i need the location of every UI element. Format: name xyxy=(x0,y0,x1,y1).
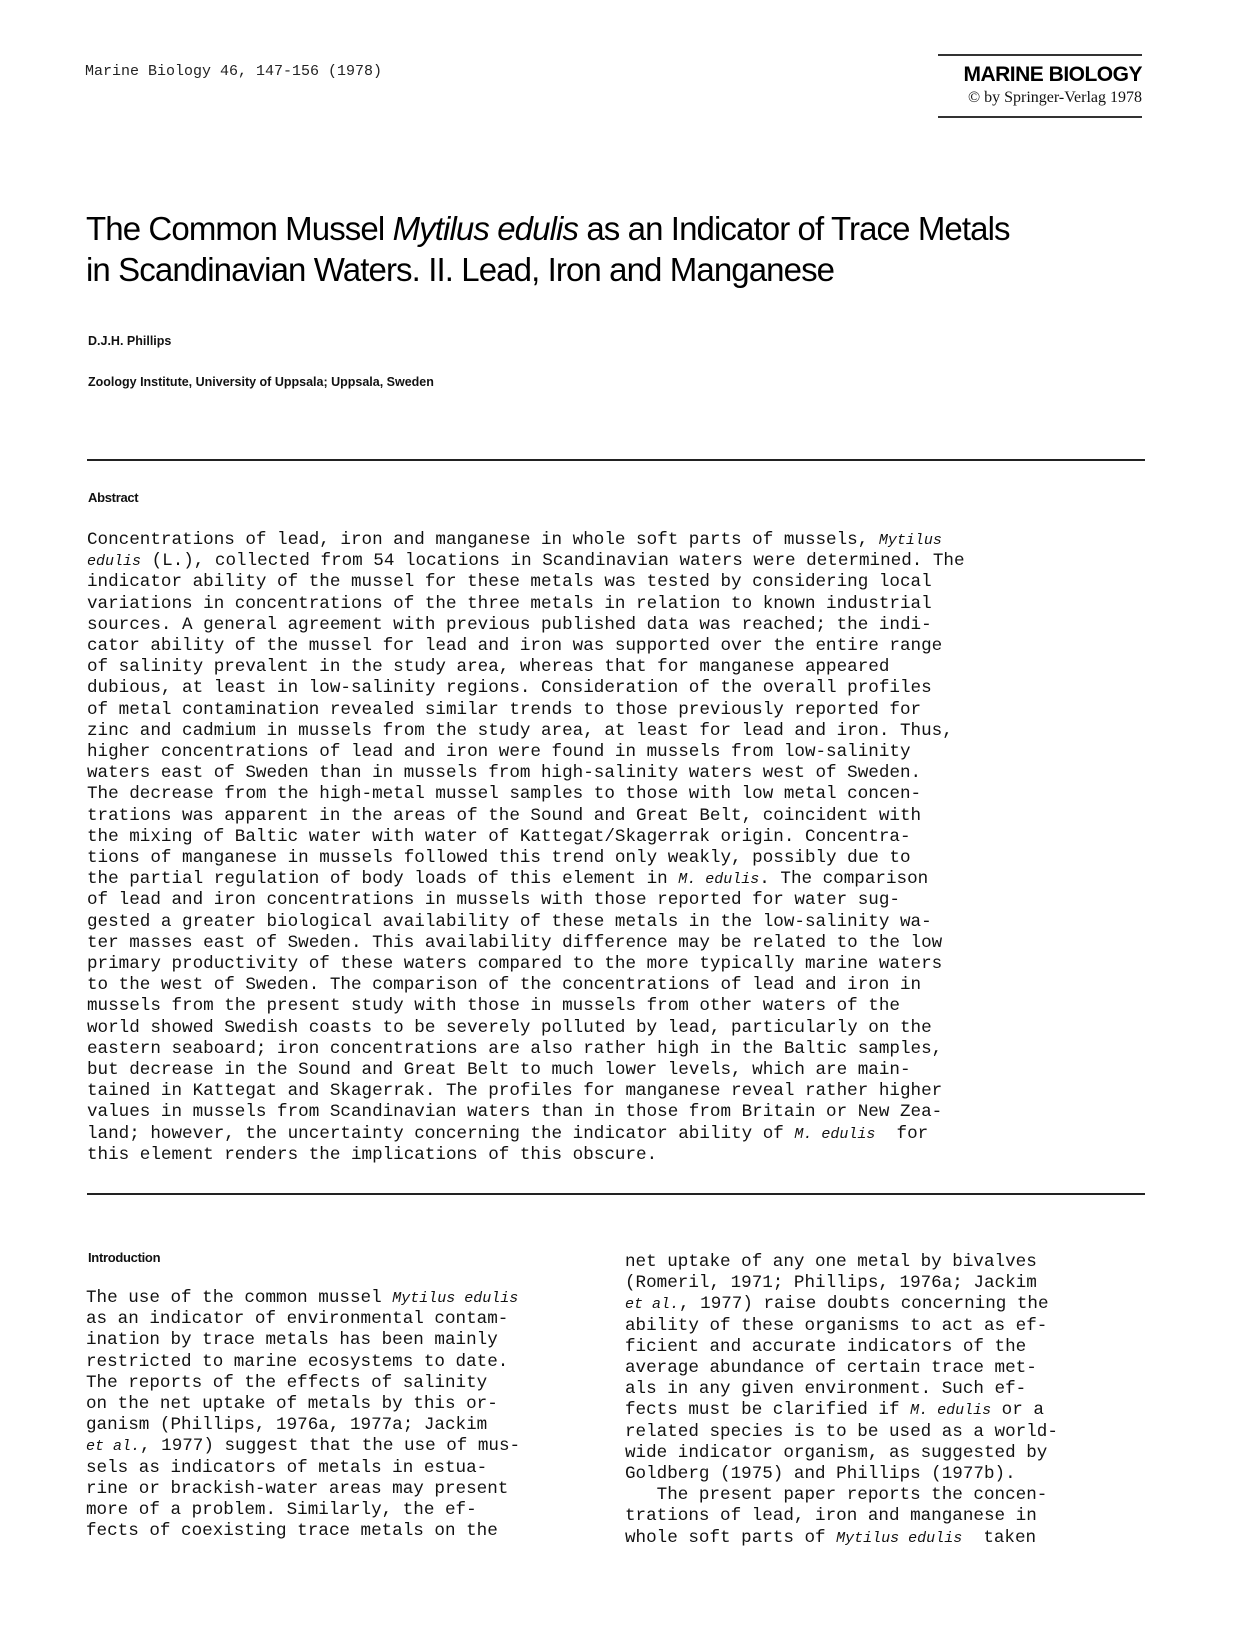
abstract-line xyxy=(87,763,1167,784)
text-run: primary productivity of these waters compared to the more typically marine waters xyxy=(87,954,943,975)
text-run: (L.), collected from 54 locations in Scandinavian waters were determined. The xyxy=(141,551,965,572)
intro-left-line xyxy=(86,1415,520,1436)
abstract-line xyxy=(87,530,1167,551)
intro-left-column xyxy=(86,1288,520,1542)
divider-bottom xyxy=(87,1193,1145,1195)
text-run: for xyxy=(875,1123,929,1144)
text-run: trations of lead, iron and manganese in xyxy=(625,1506,1037,1527)
text-run: ter masses east of Sweden. This availability difference may be related to the low xyxy=(87,932,943,953)
text-run: The present paper reports the concen- xyxy=(625,1485,1048,1506)
text-run: related species is to be used as a world- xyxy=(625,1421,1058,1442)
intro-right-line xyxy=(625,1379,1058,1400)
text-run: , 1977) raise doubts concerning the xyxy=(679,1294,1049,1315)
abstract-line xyxy=(87,827,1167,848)
species-name: M. edulis xyxy=(910,1402,992,1420)
intro-left-line xyxy=(86,1458,520,1479)
abstract-line xyxy=(87,572,1167,593)
intro-left-line xyxy=(86,1352,520,1373)
text-run: of lead and iron concentrations in mussels with those reported for water sug- xyxy=(87,890,900,911)
abstract-line xyxy=(87,848,1167,869)
text-run: tained in Kattegat and Skagerrak. The profiles for manganese reveal rather higher xyxy=(87,1081,943,1102)
text-run: cator ability of the mussel for lead and iron was supported over the entire range xyxy=(87,636,943,657)
text-run: Concentrations of lead, iron and manganese in whole soft parts of mussels, xyxy=(87,530,879,550)
abstract-line xyxy=(87,1145,1167,1166)
intro-right-line xyxy=(625,1294,1058,1315)
copyright-notice: © by Springer-Verlag 1978 xyxy=(967,89,1142,106)
species-name: Mytilus xyxy=(878,532,942,549)
species-name: Mytilus edulis xyxy=(836,1529,963,1547)
text-run: The reports of the effects of salinity xyxy=(86,1372,488,1393)
intro-left-line xyxy=(86,1479,520,1500)
text-run: land; however, the uncertainty concerning the indicator ability of xyxy=(87,1123,795,1144)
abstract-line xyxy=(87,700,1167,721)
title-species: Mytilus edulis xyxy=(392,210,579,247)
abstract-line xyxy=(87,1018,1167,1039)
text-run: more of a problem. Similarly, the ef- xyxy=(86,1500,477,1521)
species-name: M. edulis xyxy=(794,1125,876,1143)
text-run: as an indicator of environmental contam- xyxy=(86,1309,509,1330)
abstract-line xyxy=(87,912,1167,933)
text-run: tions of manganese in mussels followed this trend only weakly, possibly due to xyxy=(87,848,911,869)
text-run: net uptake of any one metal by bivalves xyxy=(625,1252,1037,1272)
journal-masthead xyxy=(938,54,1142,118)
abstract-line xyxy=(87,1039,1167,1060)
text-run: Goldberg (1975) and Phillips (1977b). xyxy=(625,1464,1016,1485)
abstract-line xyxy=(87,742,1167,763)
text-run: fects of coexisting trace metals on the xyxy=(86,1521,498,1542)
abstract-line xyxy=(87,615,1167,636)
text-run: ability of these organisms to act as ef- xyxy=(625,1315,1048,1336)
text-run: gested a greater biological availability of these metals in the low-salinity wa- xyxy=(87,911,932,932)
text-run: rine or brackish-water areas may present xyxy=(86,1478,509,1499)
abstract-line xyxy=(87,975,1167,996)
abstract-line xyxy=(87,954,1167,975)
intro-left-line xyxy=(86,1500,520,1521)
abstract-line xyxy=(87,1102,1167,1123)
text-run: average abundance of certain trace met- xyxy=(625,1358,1037,1379)
text-run: whole soft parts of xyxy=(625,1527,837,1548)
text-run: . The comparison xyxy=(759,869,929,890)
text-run: variations in concentrations of the three metals in relation to known industrial xyxy=(87,593,932,614)
intro-left-line xyxy=(86,1288,520,1309)
intro-left-line xyxy=(86,1373,520,1394)
species-name: M. edulis xyxy=(678,871,760,889)
abstract-body xyxy=(87,530,1167,1166)
text-run: , 1977) suggest that the use of mus- xyxy=(140,1436,521,1457)
author-name: D.J.H. Phillips xyxy=(88,334,172,348)
title-line-1 xyxy=(86,208,1166,249)
text-run: or a xyxy=(991,1400,1044,1421)
abstract-line xyxy=(87,678,1167,699)
intro-right-line xyxy=(625,1400,1058,1421)
text-run: als in any given environment. Such ef- xyxy=(625,1379,1027,1400)
text-run: but decrease in the Sound and Great Belt to much lower levels, which are main- xyxy=(87,1060,911,1081)
introduction-heading: Introduction xyxy=(88,1250,161,1265)
text-run: of salinity prevalent in the study area, whereas that for manganese appeared xyxy=(87,657,890,678)
abstract-line xyxy=(87,657,1167,678)
text-run: fects must be clarified if xyxy=(625,1400,911,1421)
text-run: higher concentrations of lead and iron were found in mussels from low-salinity xyxy=(87,742,911,763)
intro-right-line xyxy=(625,1443,1058,1464)
abstract-line xyxy=(87,1060,1167,1081)
abstract-line xyxy=(87,594,1167,615)
text-run: mussels from the present study with those in mussels from other waters of the xyxy=(87,996,900,1017)
journal-name: MARINE BIOLOGY xyxy=(963,63,1142,86)
text-run: trations was apparent in the areas of the Sound and Great Belt, coincident with xyxy=(87,805,922,826)
text-run: of metal contamination revealed similar trends to those previously reported for xyxy=(87,699,922,720)
text-run: (Romeril, 1971; Phillips, 1976a; Jackim xyxy=(625,1273,1037,1294)
text-run: The decrease from the high-metal mussel samples to those with low metal concen- xyxy=(87,784,922,805)
article-title xyxy=(86,208,1166,290)
intro-right-line xyxy=(625,1485,1058,1506)
abstract-line xyxy=(87,784,1167,805)
text-run: sources. A general agreement with previous published data was reached; the indi- xyxy=(87,614,932,635)
text-run: values in mussels from Scandinavian waters than in those from Britain or New Zea- xyxy=(87,1102,943,1123)
intro-right-line xyxy=(625,1506,1058,1527)
abstract-line xyxy=(87,890,1167,911)
text-run: The use of the common mussel xyxy=(86,1288,393,1308)
abstract-line xyxy=(87,806,1167,827)
species-name: et al. xyxy=(625,1296,680,1314)
abstract-line xyxy=(87,551,1167,572)
abstract-line xyxy=(87,721,1167,742)
text-run: the partial regulation of body loads of this element in xyxy=(87,869,679,890)
intro-right-line xyxy=(625,1464,1058,1485)
text-run: ficient and accurate indicators of the xyxy=(625,1336,1027,1357)
intro-left-line xyxy=(86,1394,520,1415)
text-run: zinc and cadmium in mussels from the study area, at least for lead and iron. Thus, xyxy=(87,720,953,741)
text-run: ganism (Phillips, 1976a, 1977a; Jackim xyxy=(86,1415,488,1436)
text-run: on the net uptake of metals by this or- xyxy=(86,1394,498,1415)
text-run: taken xyxy=(962,1527,1037,1548)
title-line-2: in Scandinavian Waters. II. Lead, Iron and Manganese xyxy=(86,251,835,288)
author-affiliation: Zoology Institute, University of Uppsala; Uppsala, Sweden xyxy=(88,375,434,389)
text-run: world showed Swedish coasts to be severely polluted by lead, particularly on the xyxy=(87,1017,932,1038)
intro-left-line xyxy=(86,1330,520,1351)
abstract-line xyxy=(87,1124,1167,1145)
abstract-line xyxy=(87,1081,1167,1102)
text-run: dubious, at least in low-salinity regions. Consideration of the overall profiles xyxy=(87,678,932,699)
intro-right-line xyxy=(625,1358,1058,1379)
title-text: The Common Mussel xyxy=(86,210,393,247)
text-run: sels as indicators of metals in estua- xyxy=(86,1457,488,1478)
text-run: wide indicator organism, as suggested by xyxy=(625,1442,1048,1463)
species-name: edulis xyxy=(87,553,142,571)
journal-citation: Marine Biology 46, 147-156 (1978) xyxy=(85,63,383,80)
intro-right-line xyxy=(625,1337,1058,1358)
text-run: eastern seaboard; iron concentrations are also rather high in the Baltic samples, xyxy=(87,1038,943,1059)
intro-right-column xyxy=(625,1252,1058,1549)
text-run: indicator ability of the mussel for these metals was tested by considering local xyxy=(87,572,932,593)
intro-right-line xyxy=(625,1273,1058,1294)
species-name: Mytilus edulis xyxy=(392,1290,519,1307)
intro-right-line xyxy=(625,1316,1058,1337)
text-run: to the west of Sweden. The comparison of the concentrations of lead and iron in xyxy=(87,975,922,996)
text-run: the mixing of Baltic water with water of Kattegat/Skagerrak origin. Concentra- xyxy=(87,826,911,847)
abstract-line xyxy=(87,996,1167,1017)
abstract-line xyxy=(87,869,1167,890)
abstract-line xyxy=(87,636,1167,657)
text-run: this element renders the implications of this obscure. xyxy=(87,1144,658,1165)
title-text: as an Indicator of Trace Metals xyxy=(578,210,1010,247)
text-run: restricted to marine ecosystems to date. xyxy=(86,1351,509,1372)
intro-left-line xyxy=(86,1521,520,1542)
abstract-line xyxy=(87,933,1167,954)
text-run: ination by trace metals has been mainly xyxy=(86,1330,498,1351)
divider-top xyxy=(87,459,1145,461)
abstract-heading: Abstract xyxy=(88,490,139,505)
intro-left-line xyxy=(86,1436,520,1457)
text-run: waters east of Sweden than in mussels from high-salinity waters west of Sweden. xyxy=(87,763,922,784)
intro-left-line xyxy=(86,1309,520,1330)
intro-right-line xyxy=(625,1422,1058,1443)
species-name: et al. xyxy=(86,1438,141,1456)
intro-right-line xyxy=(625,1252,1058,1273)
intro-right-line xyxy=(625,1528,1058,1549)
